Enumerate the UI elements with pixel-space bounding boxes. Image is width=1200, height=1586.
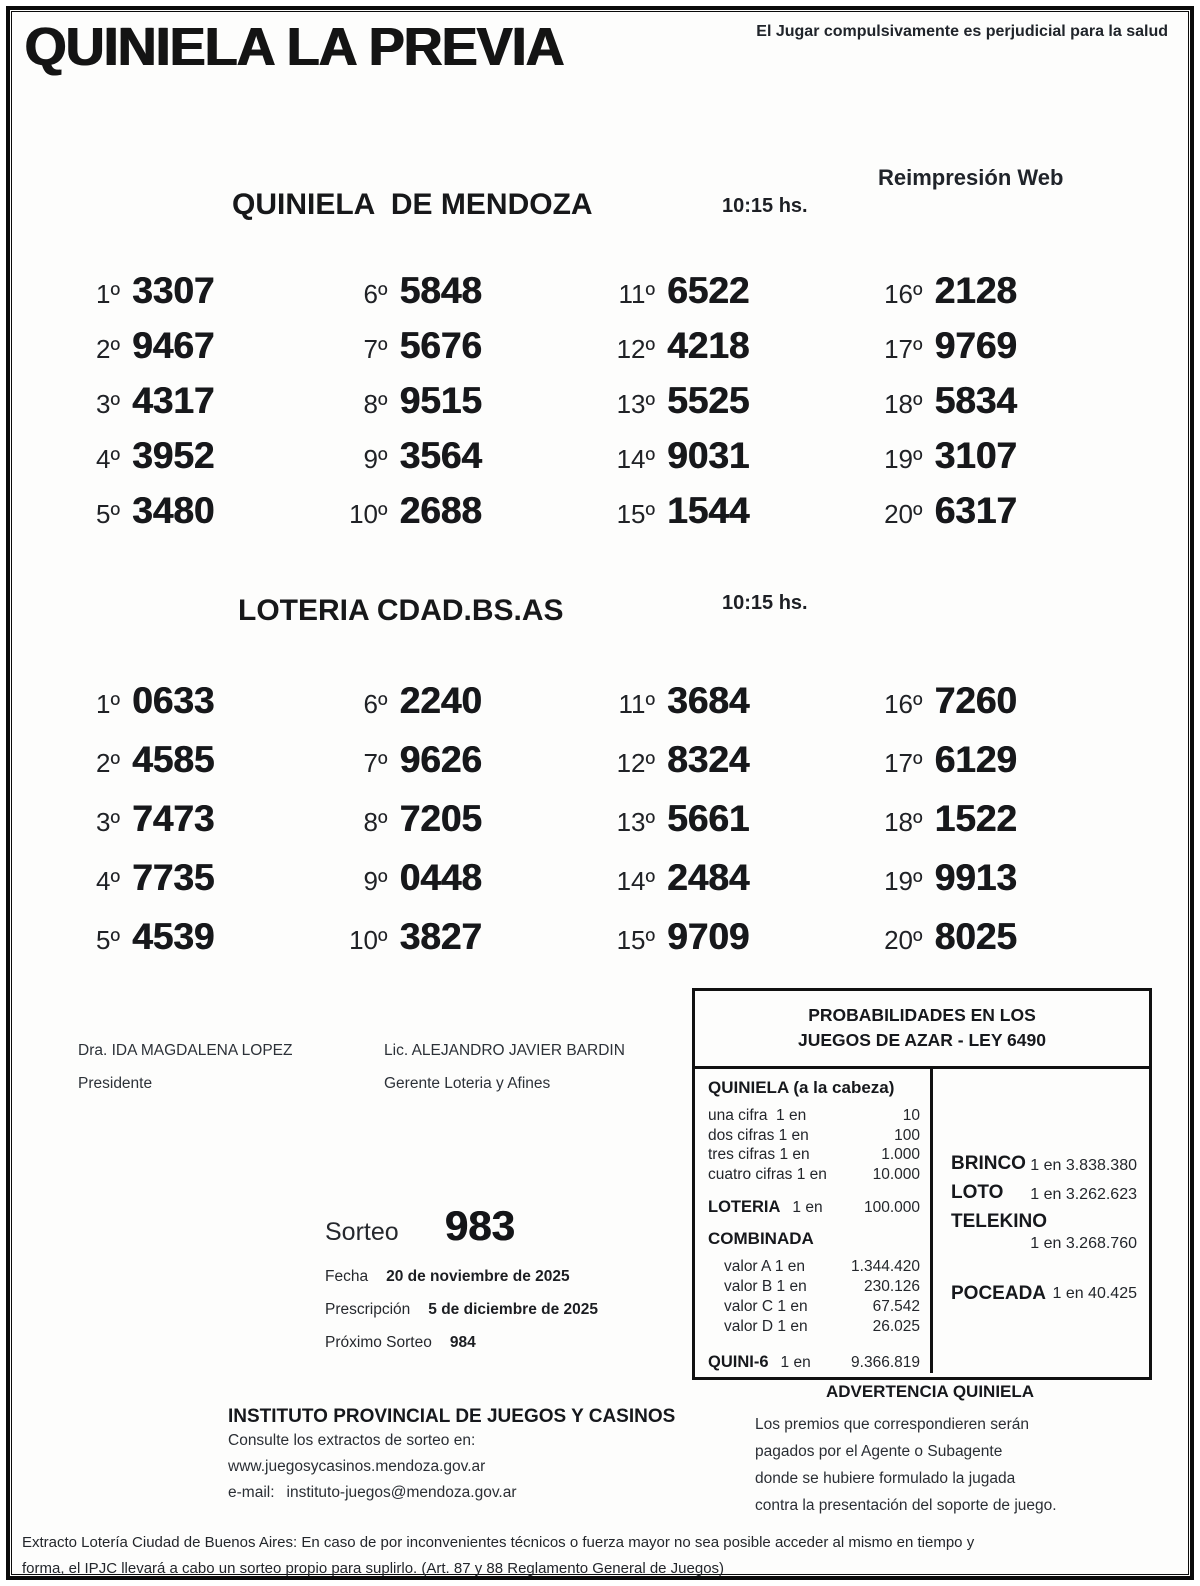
result-cell	[58, 492, 326, 530]
result-position: 19º	[884, 866, 923, 896]
result-position: 14º	[616, 444, 655, 474]
result-cell	[593, 327, 861, 365]
probability-row: valor C 1 en 67.542	[724, 1297, 920, 1315]
result-cell	[58, 800, 326, 838]
advertencia-line: pagados por el Agente o Subagente	[755, 1443, 1003, 1460]
result-position: 15º	[616, 925, 655, 955]
result-number: 3107	[934, 435, 1017, 476]
result-number: 4317	[132, 380, 215, 421]
result-cell	[326, 682, 594, 720]
telekino-odds-row: TELEKINO 1 en 3.268.760	[951, 1211, 1137, 1252]
official-manager	[384, 1042, 625, 1093]
probability-row: valor B 1 en 230.126	[724, 1277, 920, 1295]
official-president	[78, 1042, 292, 1093]
bsas-draw-time: 10:15 hs.	[722, 592, 808, 614]
email-address: instituto-juegos@mendoza.gov.ar	[286, 1484, 517, 1501]
result-number: 2240	[399, 680, 482, 721]
result-cell	[861, 741, 1129, 779]
advertencia-line: contra la presentación del soporte de juego.	[755, 1497, 1057, 1514]
president-name: Dra. IDA MAGDALENA LOPEZ	[78, 1042, 293, 1059]
result-cell	[593, 492, 861, 530]
result-number: 1522	[934, 798, 1017, 839]
result-position: 1º	[96, 689, 120, 719]
result-cell	[326, 918, 594, 956]
brinco-odds-row: BRINCO 1 en 3.838.380	[951, 1153, 1137, 1174]
result-number: 3307	[132, 270, 215, 311]
sorteo-row	[325, 1202, 685, 1250]
result-number: 9031	[667, 435, 750, 476]
result-number: 3480	[132, 490, 215, 531]
result-cell	[58, 382, 326, 420]
proximo-sorteo-row	[325, 1334, 685, 1352]
quiniela-odds-header: QUINIELA (a la cabeza)	[708, 1078, 895, 1097]
probabilities-title	[695, 991, 1149, 1069]
mendoza-draw-title: QUINIELA DE MENDOZA	[232, 188, 593, 221]
result-position: 10º	[349, 499, 388, 529]
result-cell	[326, 327, 594, 365]
result-cell	[861, 859, 1129, 897]
result-position: 6º	[363, 279, 388, 309]
result-number: 9467	[132, 325, 215, 366]
result-position: 13º	[616, 807, 655, 837]
probability-row: una cifra 1 en 10	[708, 1107, 920, 1124]
page-title: QUINIELA LA PREVIA	[24, 17, 564, 77]
result-position: 2º	[96, 334, 120, 364]
prescripcion-value: 5 de diciembre de 2025	[428, 1301, 599, 1318]
result-cell	[326, 492, 594, 530]
fecha-label: Fecha	[325, 1268, 369, 1285]
result-position: 13º	[616, 389, 655, 419]
result-position: 8º	[363, 389, 388, 419]
probabilities-left-column	[695, 1069, 933, 1373]
result-number: 2688	[399, 490, 482, 531]
result-number: 5661	[667, 798, 750, 839]
result-cell	[861, 327, 1129, 365]
result-cell	[326, 800, 594, 838]
probability-row: tres cifras 1 en 1.000	[708, 1146, 920, 1163]
result-position: 2º	[96, 748, 120, 778]
probability-row: cuatro cifras 1 en 10.000	[708, 1165, 920, 1183]
result-number: 2484	[667, 857, 750, 898]
result-cell	[58, 682, 326, 720]
probabilities-box	[692, 988, 1152, 1380]
result-number: 9709	[667, 916, 750, 957]
result-cell	[861, 800, 1129, 838]
result-cell	[593, 382, 861, 420]
loteria-odds-row: LOTERIA 1 en 100.000	[708, 1198, 920, 1216]
lottery-extract-page	[6, 6, 1194, 1580]
result-number: 9515	[399, 380, 482, 421]
result-number: 7205	[399, 798, 482, 839]
result-position: 20º	[884, 499, 923, 529]
probabilities-body	[695, 1069, 1149, 1373]
probability-row: dos cifras 1 en 100	[708, 1126, 920, 1144]
result-cell	[326, 859, 594, 897]
result-number: 6129	[934, 739, 1017, 780]
result-number: 8324	[667, 739, 750, 780]
result-number: 9913	[934, 857, 1017, 898]
result-position: 18º	[884, 807, 923, 837]
result-position: 3º	[96, 389, 120, 419]
result-number: 3952	[132, 435, 215, 476]
result-cell	[861, 437, 1129, 475]
result-position: 11º	[618, 689, 655, 719]
result-number: 2128	[934, 270, 1017, 311]
manager-name: Lic. ALEJANDRO JAVIER BARDIN	[384, 1042, 625, 1059]
instituto-email-row	[228, 1480, 675, 1506]
bsas-results-grid	[58, 682, 1128, 956]
result-number: 7735	[132, 857, 215, 898]
footer-line: forma, el IPJC llevará a cabo un sorteo propio para suplirlo. (Art. 87 y 88 Reglamento General de Juegos)	[22, 1560, 725, 1577]
email-label: e-mail:	[228, 1484, 275, 1501]
result-cell	[593, 682, 861, 720]
advertencia-title: ADVERTENCIA QUINIELA	[825, 1382, 1035, 1401]
manager-role: Gerente Loteria y Afines	[384, 1075, 551, 1092]
fecha-row	[325, 1268, 685, 1286]
president-role: Presidente	[78, 1075, 153, 1092]
result-number: 0633	[132, 680, 215, 721]
result-number: 5525	[667, 380, 750, 421]
mendoza-draw-time: 10:15 hs.	[722, 195, 808, 217]
prescripcion-label: Prescripción	[325, 1301, 411, 1318]
result-number: 3827	[399, 916, 482, 957]
result-number: 8025	[934, 916, 1017, 957]
bsas-draw-title: LOTERIA CDAD.BS.AS	[238, 594, 564, 627]
result-cell	[593, 859, 861, 897]
footer-disclaimer	[22, 1530, 1177, 1582]
result-position: 19º	[884, 444, 923, 474]
result-number: 0448	[399, 857, 482, 898]
result-cell	[58, 437, 326, 475]
result-number: 9626	[399, 739, 482, 780]
sorteo-number: 983	[444, 1202, 515, 1249]
result-position: 17º	[884, 334, 923, 364]
instituto-name: INSTITUTO PROVINCIAL DE JUEGOS Y CASINOS	[228, 1406, 676, 1427]
instituto-block	[228, 1406, 675, 1506]
advertencia-block	[725, 1382, 1135, 1519]
result-cell	[861, 272, 1129, 310]
probabilities-right-column	[933, 1069, 1149, 1373]
result-number: 5676	[399, 325, 482, 366]
result-number: 4585	[132, 739, 215, 780]
probabilities-title-line2: JUEGOS DE AZAR - LEY 6490	[798, 1030, 1046, 1050]
combinada-rows	[708, 1257, 920, 1337]
result-position: 12º	[616, 334, 655, 364]
result-number: 6522	[667, 270, 750, 311]
result-position: 14º	[616, 866, 655, 896]
result-number: 4218	[667, 325, 750, 366]
result-cell	[58, 272, 326, 310]
result-cell	[593, 741, 861, 779]
result-position: 20º	[884, 925, 923, 955]
result-position: 5º	[96, 925, 120, 955]
result-position: 8º	[363, 807, 388, 837]
result-number: 9769	[934, 325, 1017, 366]
probabilities-title-line1: PROBABILIDADES EN LOS	[808, 1005, 1036, 1025]
result-position: 1º	[96, 279, 120, 309]
result-cell	[861, 492, 1129, 530]
result-number: 5848	[399, 270, 482, 311]
result-position: 12º	[616, 748, 655, 778]
result-cell	[326, 437, 594, 475]
result-number: 3684	[667, 680, 750, 721]
reprint-label: Reimpresión Web	[878, 165, 1064, 190]
probability-row: valor D 1 en 26.025	[724, 1317, 920, 1335]
advertencia-line: Los premios que correspondieren serán	[755, 1416, 1029, 1433]
advertencia-line: donde se hubiere formulado la jugada	[755, 1470, 1016, 1487]
result-cell	[593, 272, 861, 310]
draw-info-block	[325, 1202, 685, 1352]
fecha-value: 20 de noviembre de 2025	[386, 1268, 570, 1285]
result-position: 9º	[363, 444, 388, 474]
result-cell	[326, 741, 594, 779]
proximo-sorteo-value: 984	[449, 1334, 476, 1351]
result-position: 5º	[96, 499, 120, 529]
result-cell	[326, 272, 594, 310]
result-position: 7º	[363, 334, 388, 364]
mendoza-results-grid	[58, 272, 1128, 530]
result-number: 3564	[399, 435, 482, 476]
loto-odds-row: LOTO 1 en 3.262.623	[951, 1182, 1137, 1203]
result-cell	[593, 437, 861, 475]
result-position: 16º	[884, 279, 923, 309]
health-warning: El Jugar compulsivamente es perjudicial para la salud	[756, 23, 1168, 40]
instituto-consulte: Consulte los extractos de sorteo en:	[228, 1432, 476, 1449]
result-position: 4º	[96, 866, 120, 896]
result-cell	[58, 741, 326, 779]
quini6-odds-row: QUINI-6 1 en 9.366.819	[708, 1352, 920, 1371]
result-position: 7º	[363, 748, 388, 778]
proximo-sorteo-label: Próximo Sorteo	[325, 1334, 432, 1351]
combinada-header: COMBINADA	[708, 1228, 814, 1248]
result-cell	[58, 918, 326, 956]
result-cell	[861, 682, 1129, 720]
result-position: 16º	[884, 689, 923, 719]
probability-row: valor A 1 en 1.344.420	[724, 1257, 920, 1275]
result-cell	[593, 800, 861, 838]
result-cell	[861, 382, 1129, 420]
result-cell	[593, 918, 861, 956]
result-position: 17º	[884, 748, 923, 778]
result-number: 7473	[132, 798, 215, 839]
result-cell	[326, 382, 594, 420]
result-cell	[58, 859, 326, 897]
prescripcion-row	[325, 1301, 685, 1319]
footer-line: Extracto Lotería Ciudad de Buenos Aires: En caso de por inconvenientes técnicos o fuerza mayor no sea posible acceder al mismo en tiempo y	[22, 1534, 975, 1551]
result-number: 7260	[934, 680, 1017, 721]
result-number: 1544	[667, 490, 750, 531]
result-position: 4º	[96, 444, 120, 474]
result-cell	[58, 327, 326, 365]
result-position: 18º	[884, 389, 923, 419]
result-position: 10º	[349, 925, 388, 955]
result-position: 3º	[96, 807, 120, 837]
result-number: 5834	[934, 380, 1017, 421]
instituto-website: www.juegosycasinos.mendoza.gov.ar	[228, 1458, 486, 1475]
result-cell	[861, 918, 1129, 956]
result-number: 6317	[934, 490, 1017, 531]
result-position: 15º	[616, 499, 655, 529]
result-number: 4539	[132, 916, 215, 957]
result-position: 6º	[363, 689, 388, 719]
result-position: 9º	[363, 866, 388, 896]
poceada-odds-row: POCEADA 1 en 40.425	[951, 1283, 1137, 1304]
sorteo-label: Sorteo	[325, 1218, 399, 1246]
result-position: 11º	[618, 279, 655, 309]
